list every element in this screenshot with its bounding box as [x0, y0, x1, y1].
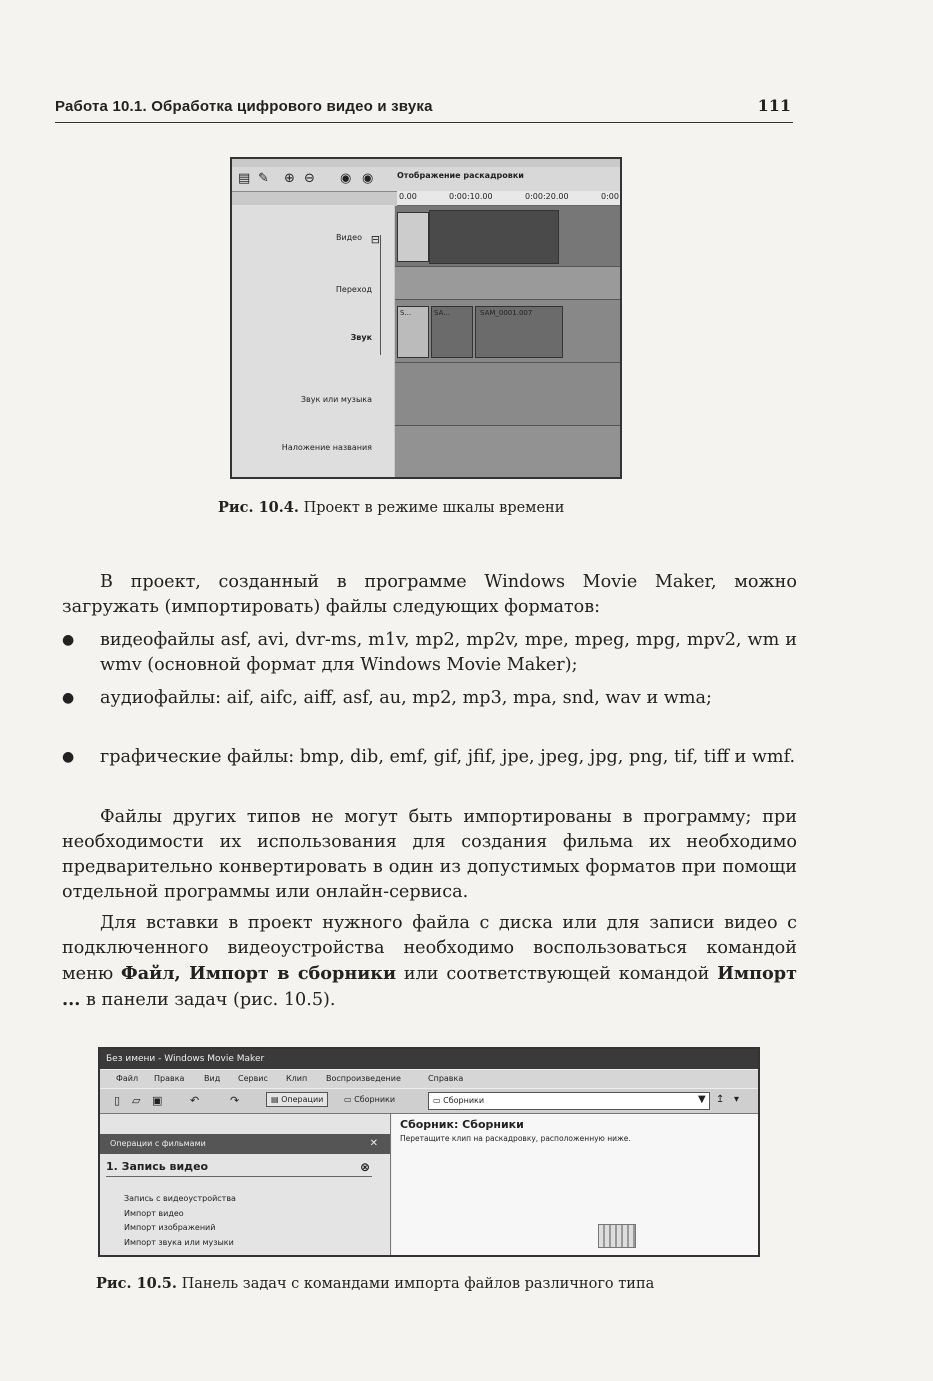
timeline-toolbar	[232, 167, 620, 192]
list-item-text: видеофайлы asf, avi, dvr-ms, m1v, mp2, mp2v, mpe, mpeg, mpg, mpv2, wm и wmv (основной формат для Windows Movie Maker);	[100, 630, 797, 675]
collection-hint: Перетащите клип на раскадровку, расположенную ниже.	[400, 1134, 631, 1143]
section-header-capture[interactable]	[106, 1158, 372, 1177]
pin-icon[interactable]: ✎	[258, 171, 269, 186]
list-item-text: аудиофайлы: aif, aifc, aiff, asf, au, mp2, mp3, mpa, snd, wav и wma;	[100, 688, 712, 708]
video-clip[interactable]	[397, 212, 429, 262]
zoom-out-icon[interactable]: ⊖	[304, 171, 315, 186]
figure-caption-10-4	[218, 499, 564, 516]
collections-combobox[interactable]: ▭ Сборники	[428, 1092, 710, 1110]
menu-view[interactable]: Вид	[204, 1074, 221, 1083]
task-link-import-video[interactable]: Импорт видео	[124, 1208, 184, 1218]
play-icon[interactable]: ◉	[362, 171, 374, 186]
close-icon[interactable]: ✕	[369, 1138, 378, 1149]
menu-edit[interactable]: Правка	[154, 1074, 185, 1083]
open-icon[interactable]: ▱	[132, 1094, 141, 1107]
chevron-down-icon[interactable]: ▼	[698, 1094, 706, 1105]
task-link-import-pictures[interactable]: Импорт изображений	[124, 1223, 216, 1232]
task-link-capture[interactable]: Запись с видеоустройства	[124, 1194, 236, 1203]
task-link-import-audio[interactable]: Импорт звука или музыки	[124, 1237, 234, 1247]
figure-caption-10-5	[96, 1275, 654, 1292]
save-icon[interactable]: ▣	[152, 1094, 163, 1107]
bullet-icon: ●	[62, 749, 75, 765]
music-track[interactable]	[395, 363, 620, 426]
undo-icon[interactable]: ↶	[190, 1094, 200, 1107]
film-strip-icon	[598, 1224, 636, 1248]
task-command: Импорт ...	[62, 963, 797, 1010]
rewind-icon[interactable]: ◉	[340, 171, 352, 186]
paragraph-text: или соответствующей командой	[396, 964, 718, 984]
caption-number: Рис. 10.5.	[96, 1275, 177, 1292]
menu-command: Файл, Импорт в сборники	[121, 963, 397, 984]
audio-clip[interactable]	[397, 306, 429, 358]
ruler-tick: 0:00:20.00	[525, 192, 569, 201]
menu-bar	[100, 1070, 758, 1088]
track-label-music: Звук или музыка	[300, 395, 372, 404]
ruler-tick: 0:00:10.00	[449, 192, 493, 201]
menu-help[interactable]: Справка	[428, 1074, 464, 1083]
transition-track[interactable]	[395, 267, 620, 300]
task-links	[124, 1192, 236, 1250]
collections-button[interactable]: ▭ Сборники	[344, 1095, 396, 1104]
track-label-transition: Переход	[335, 285, 372, 294]
video-track[interactable]	[395, 206, 620, 267]
storyboard-icon[interactable]: ▤	[238, 171, 251, 186]
bullet-icon: ●	[62, 690, 75, 706]
collections-label: Сборники	[354, 1095, 396, 1104]
tasks-pane-title: Операции с фильмами	[110, 1139, 206, 1148]
paragraph-text: Для вставки в проект нужного файла с диска или для записи видео с подключенного видеоустройства необходимо воспользоваться командой меню	[62, 913, 797, 984]
caption-text: Проект в режиме шкалы времени	[303, 500, 565, 516]
zoom-in-icon[interactable]: ⊕	[284, 171, 295, 186]
menu-playback[interactable]: Воспроизведение	[326, 1074, 401, 1083]
redo-icon[interactable]: ↷	[230, 1094, 240, 1107]
tasks-pane-header	[100, 1134, 390, 1154]
ruler-tick: 0:00	[601, 192, 619, 201]
operations-button[interactable]: ▤ Операции	[266, 1092, 328, 1107]
main-toolbar	[100, 1089, 758, 1114]
clip-label: SA...	[434, 309, 450, 317]
bullet-icon: ●	[62, 632, 75, 648]
caption-number: Рис. 10.4.	[218, 499, 299, 516]
list-item	[62, 745, 797, 795]
track-label-audio: Звук	[350, 333, 372, 342]
time-ruler	[397, 191, 620, 206]
menu-file[interactable]: Файл	[116, 1074, 139, 1083]
section-title: 1. Запись видео	[106, 1160, 209, 1173]
tasks-pane	[100, 1114, 391, 1255]
track-labels-panel	[232, 205, 394, 477]
running-head	[55, 96, 793, 123]
clip-label: SAM_0001.007	[480, 309, 533, 317]
video-clip[interactable]	[429, 210, 559, 264]
tree-connector	[380, 235, 381, 355]
page-number: 111	[757, 96, 791, 115]
views-icon[interactable]: ▾	[734, 1094, 740, 1105]
paragraph-text: в панели задач (рис. 10.5).	[80, 990, 336, 1010]
paragraph-import	[62, 911, 797, 1013]
menu-clip[interactable]: Клип	[286, 1074, 308, 1083]
audio-clip[interactable]	[475, 306, 563, 358]
list-item-text: графические файлы: bmp, dib, emf, gif, jfif, jpe, jpeg, jpg, png, tif, tiff и wmf.	[100, 747, 796, 767]
collapse-icon[interactable]: ⊟	[370, 233, 380, 246]
running-title: Работа 10.1. Обработка цифрового видео и звука	[55, 98, 433, 115]
ruler-tick: 0.00	[399, 192, 417, 201]
menu-tools[interactable]: Сервис	[238, 1074, 268, 1083]
caption-text: Панель задач с командами импорта файлов различного типа	[181, 1276, 655, 1292]
paragraph-intro: В проект, созданный в программе Windows Movie Maker, можно загружать (импортировать) файлы следующих форматов:	[62, 572, 797, 617]
timeline-screenshot	[230, 157, 622, 479]
collections-pane	[392, 1114, 758, 1255]
combobox-value: Сборники	[443, 1096, 485, 1105]
window-title: Без имени - Windows Movie Maker	[100, 1049, 760, 1069]
collection-title: Сборник: Сборники	[400, 1118, 524, 1131]
audio-clip[interactable]	[431, 306, 473, 358]
track-label-video: Видео	[335, 233, 362, 242]
title-overlay-track[interactable]	[395, 426, 620, 478]
movie-maker-screenshot	[98, 1047, 760, 1257]
new-project-icon[interactable]: ▯	[114, 1094, 121, 1107]
collapse-section-icon[interactable]: ⊗	[359, 1160, 370, 1174]
track-label-titles: Наложение названия	[281, 443, 372, 452]
operations-label: Операции	[281, 1095, 324, 1104]
paragraph-conversion: Файлы других типов не могут быть импортированы в программу; при необходимости их использования для создания фильма их необходимо предварительно конвертировать в один из допустимых форматов при помощи отдельной программы или онлайн-сервиса.	[62, 807, 797, 902]
storyboard-toggle-label[interactable]: Отображение раскадровки	[397, 171, 524, 180]
list-item	[62, 628, 797, 678]
clip-label: S...	[400, 309, 412, 317]
up-folder-icon[interactable]: ↥	[716, 1094, 725, 1105]
list-item	[62, 686, 797, 736]
audio-track[interactable]	[395, 300, 620, 363]
